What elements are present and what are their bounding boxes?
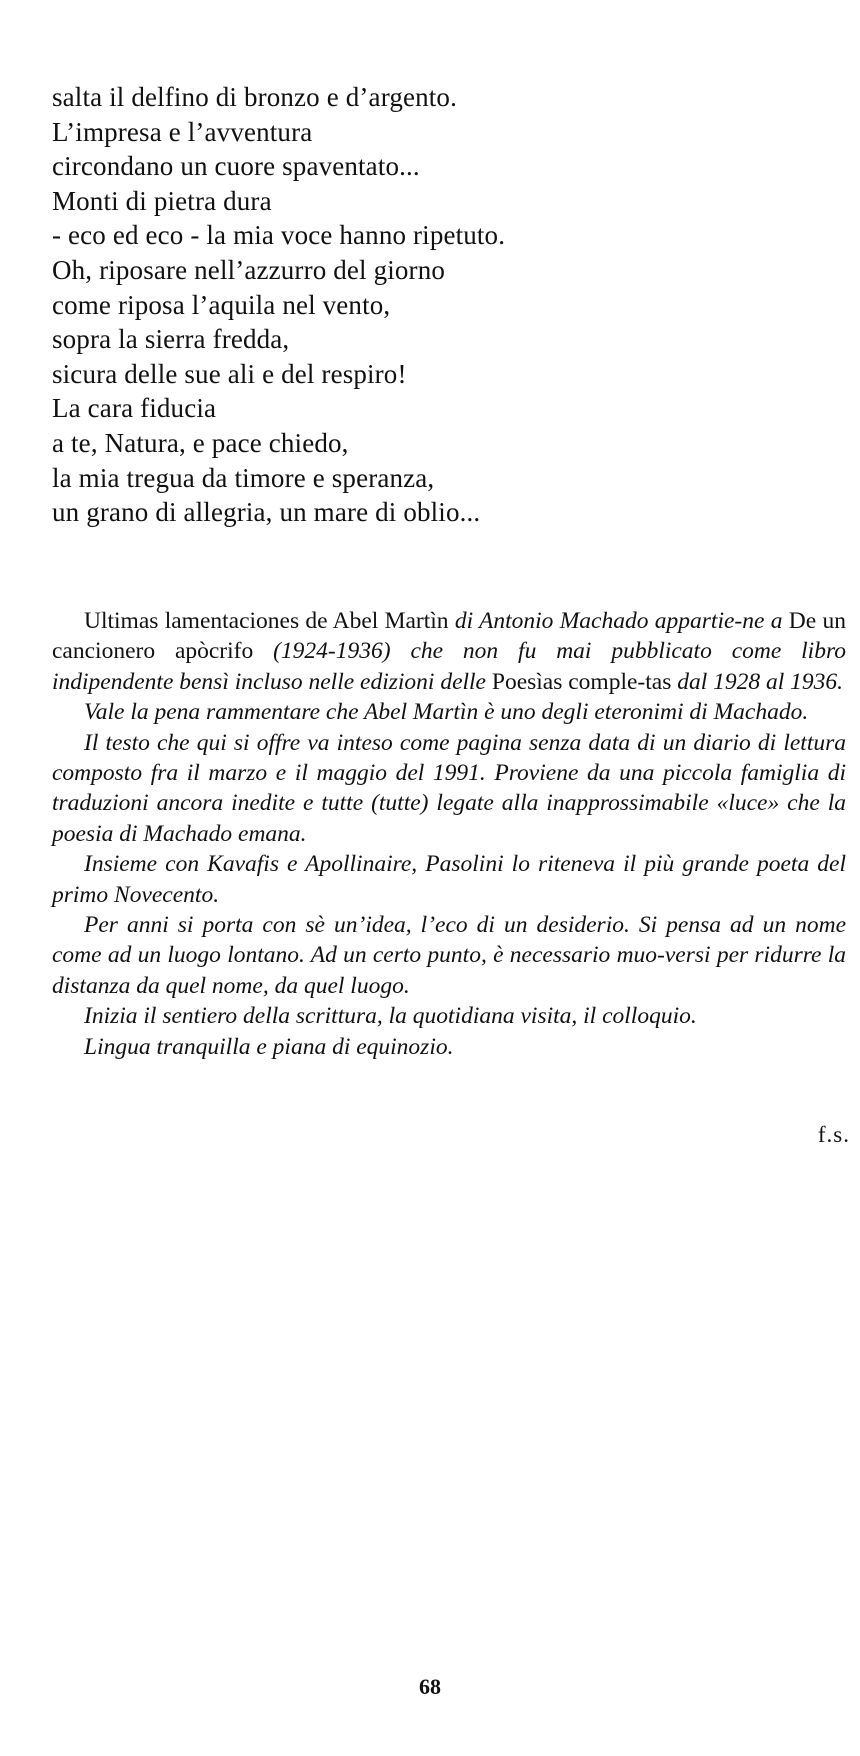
poem-line: come riposa l’aquila nel vento,: [52, 289, 391, 320]
note-paragraph: Lingua tranquilla e piana di equinozio.: [84, 1033, 454, 1060]
poem-line: circondano un cuore spaventato...: [52, 151, 420, 182]
note-paragraph: Il testo che qui si offre va inteso come pagina senza data di un diario di lettura composto fra il marzo e il maggio del 1991. Proviene da una piccola famiglia di traduzioni ancora inedite e tutte (tutte) legate alla inapprossimabile «luce» che la poesia di Machado emana.: [52, 729, 846, 847]
poem-line: la mia tregua da timore e speranza,: [52, 462, 435, 493]
note-paragraph: Vale la pena rammentare che Abel Martìn è uno degli eteronimi di Machado.: [84, 699, 809, 726]
poem-line: salta il delfino di bronzo e d’argento.: [52, 82, 457, 112]
note-text: dal 1928 al 1936.: [677, 668, 844, 695]
note-paragraph: Insieme con Kavafis e Apollinaire, Pasolini lo riteneva il più grande poeta del primo Novecento.: [52, 851, 846, 908]
page-number: 68: [419, 1674, 441, 1699]
note-paragraph-source: [52, 606, 846, 697]
poem-stanza: [52, 80, 812, 530]
note-text: (1924-1936) che non fu mai pubblicato come libro indipendente bensì incluso nelle edizioni delle: [52, 638, 846, 695]
book-title-text: De un cancionero apòcrifo: [52, 608, 846, 665]
poem-line: La cara fiducia: [52, 393, 217, 424]
note-paragraph: Per anni si porta con sè un’idea, l’eco di un desiderio. Si pensa ad un nome come ad un luogo lontano. Ad un certo punto, è necessario muo-versi per ridurre la distanza da quel nome, da quel luogo.: [52, 912, 846, 999]
book-title-text: Poesìas comple-tas: [486, 668, 678, 695]
note-text: di Antonio Machado appartie-ne a: [448, 608, 783, 634]
poem-line: sicura delle sue ali e del respiro!: [52, 358, 407, 389]
poem-line: Oh, riposare nell’azzurro del giorno: [52, 254, 445, 285]
poem-title-text: Ultimas lamentaciones de Abel Martìn: [84, 608, 449, 634]
poem-line: sopra la sierra fredda,: [52, 324, 290, 355]
note-paragraph: Inizia il sentiero della scrittura, la quotidiana visita, il colloquio.: [84, 1003, 697, 1030]
poem-line: L’impresa e l’avventura: [52, 116, 313, 147]
editorial-note: [52, 606, 846, 1062]
author-initials: f.s.: [817, 1122, 850, 1147]
poem-line: - eco ed eco - la mia voce hanno ripetuto.: [52, 220, 506, 251]
poem-line: un grano di allegria, un mare di oblio...: [52, 497, 481, 528]
poem-line: a te, Natura, e pace chiedo,: [52, 427, 349, 458]
poem-line: Monti di pietra dura: [52, 185, 272, 216]
